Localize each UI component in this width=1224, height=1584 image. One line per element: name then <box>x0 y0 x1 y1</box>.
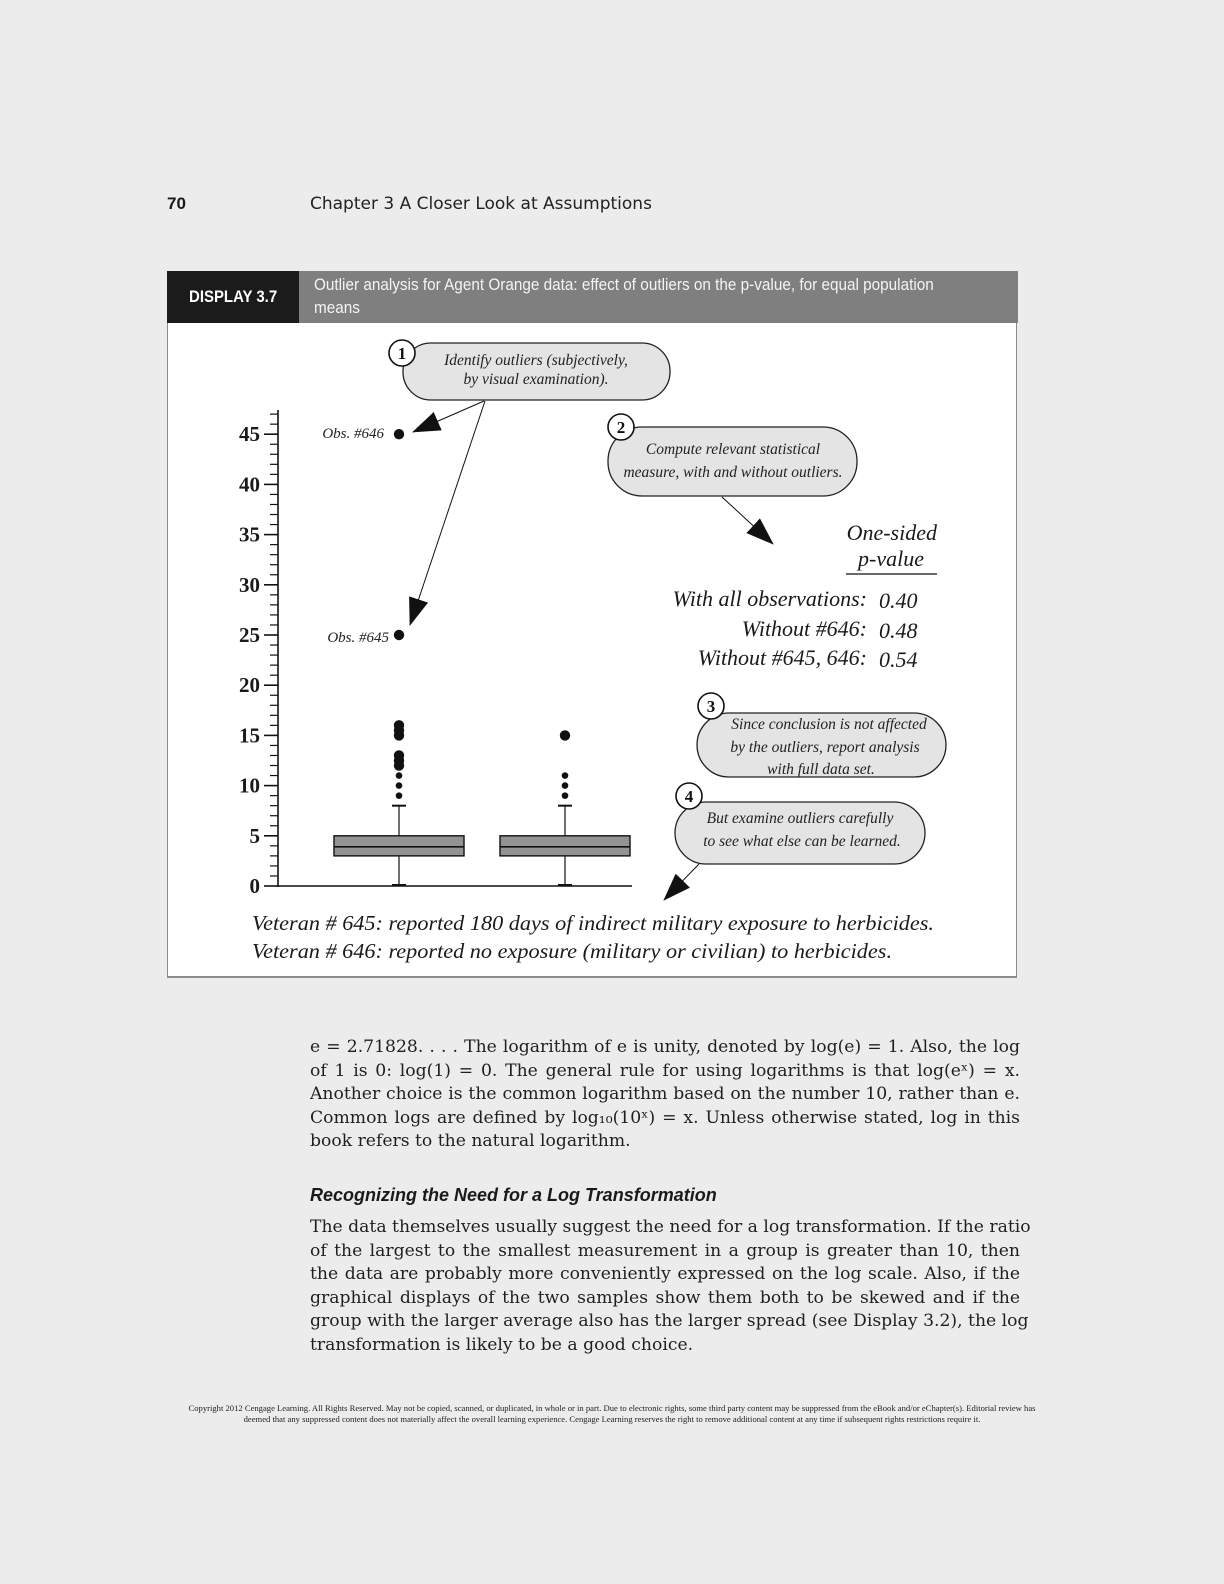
paragraph-logarithms <box>310 1036 1020 1154</box>
display-label-text: DISPLAY 3.7 <box>188 287 278 306</box>
pvalue-table <box>673 520 938 672</box>
outlier-point <box>562 772 569 779</box>
para2-line-4: graphical displays of the two samples show them both to be skewed and if the <box>310 1287 1020 1308</box>
boxplot-group-1 <box>334 429 464 886</box>
copyright-line-2: deemed that any suppressed content does not materially affect the overall learning experience. Cengage Learning reserves the right to remove additional content at any time if subsequent rights restrictions require it. <box>243 1414 981 1424</box>
boxplot-figure <box>167 323 1017 978</box>
callout-3-line-1: Since conclusion is not affected <box>731 716 927 733</box>
outlier-point <box>562 792 569 799</box>
callout-1-line-2: by visual examination). <box>463 371 609 388</box>
callout-2 <box>608 414 857 544</box>
para2-line-2: of the largest to the smallest measurement in a group is greater than 10, then <box>310 1240 1020 1261</box>
callout-2-line-1: Compute relevant statistical <box>645 441 821 458</box>
callout-3-line-2: by the outliers, report analysis <box>730 739 920 756</box>
outlier-point <box>396 782 403 789</box>
y-tick-label: 10 <box>239 773 260 798</box>
callout-1-line-1: Identify outliers (subjectively, <box>444 352 628 369</box>
callout-1-number: 1 <box>397 344 407 363</box>
callout-3-number: 3 <box>706 697 716 716</box>
outlier-point <box>562 782 569 789</box>
obs-645-label: Obs. #645 <box>327 630 389 646</box>
y-tick-label: 0 <box>249 874 260 898</box>
y-tick-label: 35 <box>239 522 260 547</box>
iqr-box <box>334 836 464 856</box>
pvalue-header-line-1: One-sided <box>846 520 937 545</box>
y-tick-label: 45 <box>239 422 260 447</box>
outlier-point <box>396 792 403 799</box>
pvalue-row-3-label: Without #645, 646: <box>697 645 867 670</box>
callout-4-line-1: But examine outliers carefully <box>706 810 894 827</box>
callout-4-number: 4 <box>684 787 694 806</box>
arrow-to-obs-646 <box>413 401 484 432</box>
y-tick-label: 40 <box>239 472 260 497</box>
para1-line-4: Common logs are defined by log₁₀(10ˣ) = x. Unless otherwise stated, log in this <box>310 1107 1020 1128</box>
outlier-point <box>394 429 404 439</box>
y-tick-label: 25 <box>239 623 260 647</box>
caption-line-2: means <box>314 298 360 317</box>
para1-line-3: Another choice is the common logarithm based on the number 10, rather than e. <box>310 1084 1020 1105</box>
outlier-point <box>394 750 404 760</box>
arrow-to-footnotes <box>664 864 699 900</box>
copyright-notice <box>110 1403 1114 1425</box>
outlier-point <box>396 772 403 779</box>
section-heading: Recognizing the Need for a Log Transformation <box>310 1185 717 1205</box>
para2-line-1: The data themselves usually suggest the need for a log transformation. If the ratio <box>310 1217 1031 1237</box>
arrow-to-pvalues <box>722 497 773 544</box>
paragraph-log-transformation <box>310 1216 1031 1358</box>
caption-line-1: Outlier analysis for Agent Orange data: effect of outliers on the p-value, for equal population <box>314 275 934 294</box>
para2-line-3: the data are probably more conveniently expressed on the log scale. Also, if the <box>310 1264 1020 1285</box>
arrow-to-obs-645 <box>410 401 485 625</box>
para1-line-2: of 1 is 0: log(1) = 0. The general rule for using logarithms is that log(eˣ) = x. <box>310 1060 1020 1081</box>
display-label <box>167 271 299 323</box>
callout-2-number: 2 <box>616 418 626 437</box>
pvalue-row-1-value: 0.40 <box>879 588 918 613</box>
outlier-point <box>394 720 404 730</box>
callout-4-line-2: to see what else can be learned. <box>703 833 901 850</box>
para1-line-5: book refers to the natural logarithm. <box>310 1131 631 1152</box>
footnote-veteran-646: Veteran # 646: reported no exposure (military or civilian) to herbicides. <box>252 939 892 963</box>
pvalue-row-2-label: Without #646: <box>741 616 867 641</box>
y-tick-label: 30 <box>239 572 260 597</box>
y-tick-label: 15 <box>239 723 260 748</box>
callout-4 <box>664 783 925 900</box>
pvalue-row-3-value: 0.54 <box>879 647 918 672</box>
callout-2-line-2: measure, with and without outliers. <box>623 464 843 481</box>
para2-line-6: transformation is likely to be a good choice. <box>310 1334 694 1355</box>
y-tick-label: 20 <box>239 673 260 698</box>
boxplot-group-2 <box>500 730 630 886</box>
y-axis <box>239 410 278 898</box>
footnote-veteran-645: Veteran # 645: reported 180 days of indirect military exposure to herbicides. <box>252 911 934 935</box>
outlier-point <box>560 730 570 740</box>
running-head: Chapter 3 A Closer Look at Assumptions <box>310 194 652 214</box>
iqr-box <box>500 836 630 856</box>
callout-3 <box>697 693 946 778</box>
para1-line-1: e = 2.71828. . . . The logarithm of e is unity, denoted by log(e) = 1. Also, the log <box>310 1037 1020 1057</box>
callout-3-line-3: with full data set. <box>767 761 875 778</box>
pvalue-header-line-2: p-value <box>858 546 924 571</box>
copyright-line-1: Copyright 2012 Cengage Learning. All Rights Reserved. May not be copied, scanned, or duplicated, in whole or in part. Due to electronic rights, some third party content may be suppressed from the eBook and/or eChapter(s). Editorial review has <box>188 1403 1036 1413</box>
pvalue-row-1-label: With all observations: <box>672 586 867 611</box>
outlier-point <box>394 630 404 640</box>
pvalue-row-2-value: 0.48 <box>879 618 918 643</box>
page-number: 70 <box>167 194 186 213</box>
para2-line-5: group with the larger average also has the larger spread (see Display 3.2), the log <box>310 1311 1029 1332</box>
display-caption <box>299 271 1018 323</box>
obs-646-label: Obs. #646 <box>322 426 384 442</box>
y-tick-label: 5 <box>249 823 260 848</box>
